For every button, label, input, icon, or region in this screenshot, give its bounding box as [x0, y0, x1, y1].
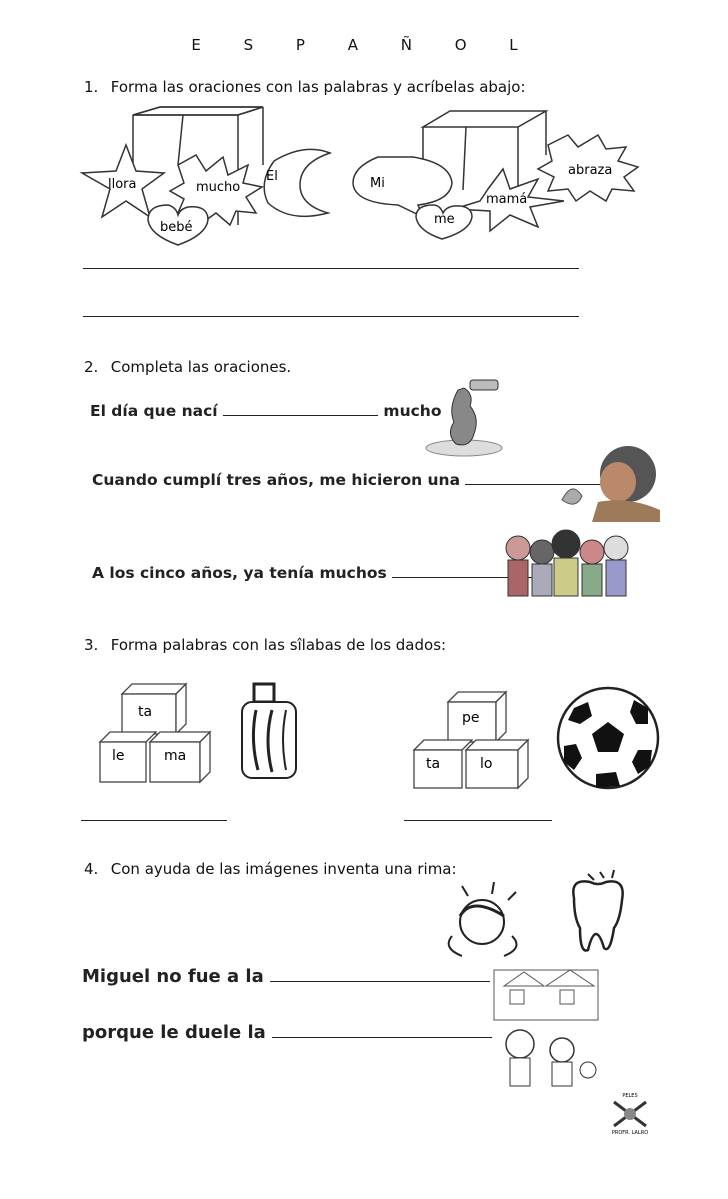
question-number: 3. — [84, 636, 99, 654]
sentence-text: El día que nací — [90, 402, 218, 420]
question-3 — [84, 636, 446, 654]
answer-line[interactable] — [83, 268, 579, 269]
rhyme-line-2 — [82, 1022, 492, 1043]
syllable-dice-left — [96, 678, 220, 786]
syllable-ta: ta — [426, 756, 441, 772]
answer-line[interactable] — [404, 820, 552, 821]
question-1 — [84, 78, 526, 96]
word-mucho: mucho — [196, 180, 241, 195]
sentence-1 — [90, 402, 441, 420]
blank-line[interactable] — [272, 1037, 492, 1038]
question-text: Completa las oraciones. — [110, 358, 292, 376]
question-number: 2. — [84, 358, 99, 376]
school-scene-illustration — [490, 966, 602, 1090]
soccer-ball-illustration — [554, 684, 662, 792]
rhyme-line-1 — [82, 966, 490, 987]
question-number: 4. — [84, 860, 99, 878]
sentence-2 — [92, 471, 617, 489]
question-text: Forma las oraciones con las palabras y acríbelas abajo: — [110, 78, 526, 96]
blank-line[interactable] — [223, 415, 378, 416]
word-bebe: bebé — [160, 220, 193, 235]
page-title: E S P A Ñ O L — [191, 36, 537, 54]
boy-blowing-candles-illustration — [552, 440, 664, 522]
word-el: El — [266, 169, 278, 184]
syllable-ma: ma — [164, 748, 187, 764]
word-mama: mamá — [486, 192, 528, 207]
suitcase-illustration — [236, 680, 302, 784]
sentence-text: porque le duele la — [82, 1022, 266, 1043]
word-me: me — [434, 212, 455, 227]
tooth-illustration — [560, 868, 636, 962]
question-4 — [84, 860, 457, 878]
syllable-lo: lo — [480, 756, 493, 772]
syllable-pe: pe — [462, 710, 480, 726]
svg-text:PELES: PELES — [622, 1093, 638, 1099]
question-text: Forma palabras con las sîlabas de los dados: — [110, 636, 447, 654]
children-group-illustration — [500, 528, 640, 604]
svg-text:PROFR. LALRO: PROFR. LALRO — [611, 1130, 649, 1136]
syllable-dice-right — [410, 688, 534, 790]
question-text: Con ayuda de las imágenes inventa una rima: — [110, 860, 457, 878]
question-2 — [84, 358, 291, 376]
answer-line[interactable] — [83, 316, 579, 317]
word-llora: llora — [108, 177, 137, 192]
question-number: 1. — [84, 78, 99, 96]
answer-line[interactable] — [81, 820, 227, 821]
sentence-text: A los cinco años, ya tenía muchos — [92, 564, 387, 582]
word-mi: Mi — [370, 176, 385, 191]
logo — [606, 1090, 654, 1136]
syllable-le: le — [112, 748, 125, 764]
word-abraza: abraza — [568, 163, 613, 178]
sentence-3 — [92, 564, 542, 582]
word-puzzles — [78, 105, 668, 255]
syllable-ta: ta — [138, 704, 153, 720]
baby-illustration — [418, 378, 510, 458]
sentence-text: Cuando cumplí tres años, me hicieron una — [92, 471, 461, 489]
headache-boy-illustration — [432, 876, 542, 962]
blank-line[interactable] — [270, 981, 490, 982]
sentence-text: mucho — [383, 402, 442, 420]
sentence-text: Miguel no fue a la — [82, 966, 264, 987]
